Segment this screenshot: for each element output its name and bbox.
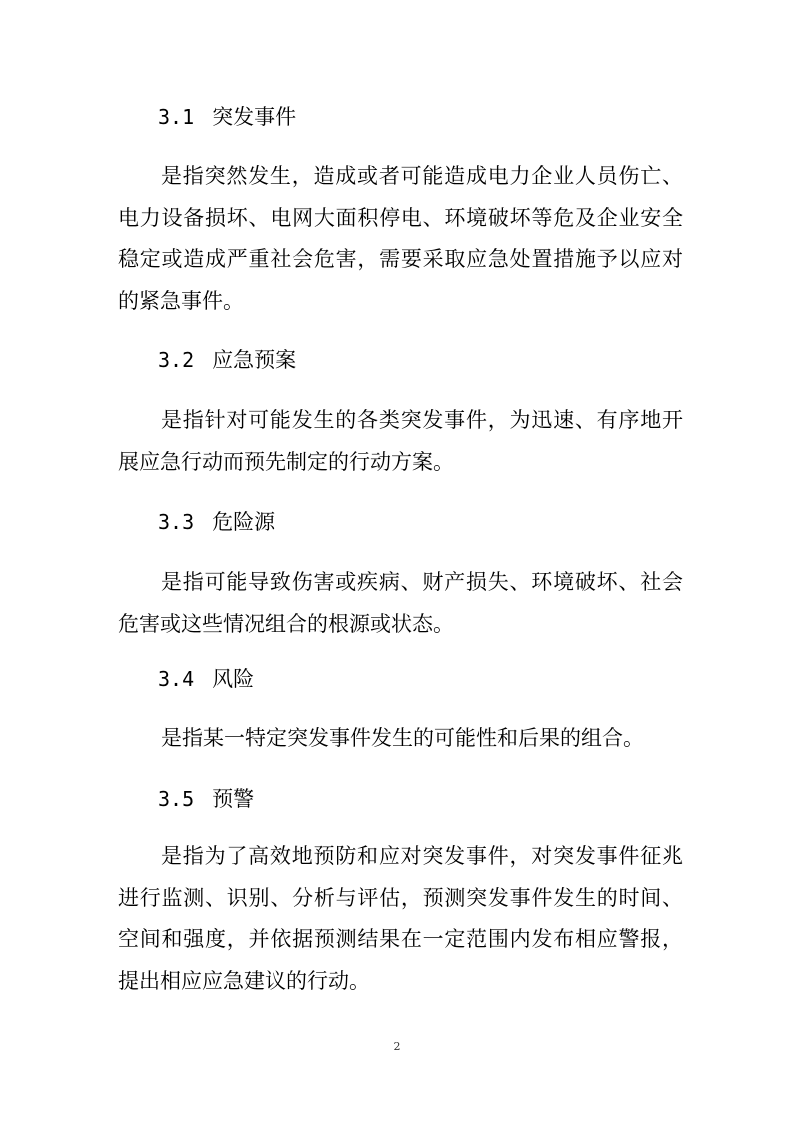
- section-body-3-4: 是指某一特定突发事件发生的可能性和后果的组合。: [161, 726, 644, 750]
- section-body-3-5: 是指为了高效地预防和应对突发事件，对突发事件征兆进行监测、识别、分析与评估，预测突发事件发生的时间、空间和强度，并依据预测结果在一定范围内发布相应警报，提出相应应急建议的行动。: [118, 844, 683, 993]
- section-title: 应急预案: [212, 348, 297, 372]
- section-number: 3.3: [158, 510, 195, 534]
- section-title: 危险源: [212, 510, 276, 534]
- section-heading-3-1: [158, 102, 296, 132]
- section-title: 突发事件: [212, 105, 297, 129]
- section-heading-3-5: [158, 784, 254, 814]
- page-number: 2: [393, 1040, 401, 1053]
- section-body-3-2: 是指针对可能发生的各类突发事件，为迅速、有序地开展应急行动而预先制定的行动方案。: [118, 408, 683, 474]
- section-number: 3.4: [158, 667, 195, 691]
- section-title: 风险: [212, 667, 255, 691]
- section-title: 预警: [212, 787, 255, 811]
- section-number: 3.2: [158, 348, 195, 372]
- section-heading-3-4: [158, 664, 254, 694]
- section-heading-3-2: [158, 345, 296, 375]
- section-heading-3-3: [158, 507, 275, 537]
- section-number: 3.1: [158, 105, 195, 129]
- section-number: 3.5: [158, 787, 195, 811]
- section-body-3-1: 是指突然发生，造成或者可能造成电力企业人员伤亡、电力设备损坏、电网大面积停电、环境破坏等危及企业安全稳定或造成严重社会危害，需要采取应急处置措施予以应对的紧急事件。: [118, 164, 683, 313]
- section-body-3-3: 是指可能导致伤害或疾病、财产损失、环境破坏、社会危害或这些情况组合的根源或状态。: [118, 570, 683, 636]
